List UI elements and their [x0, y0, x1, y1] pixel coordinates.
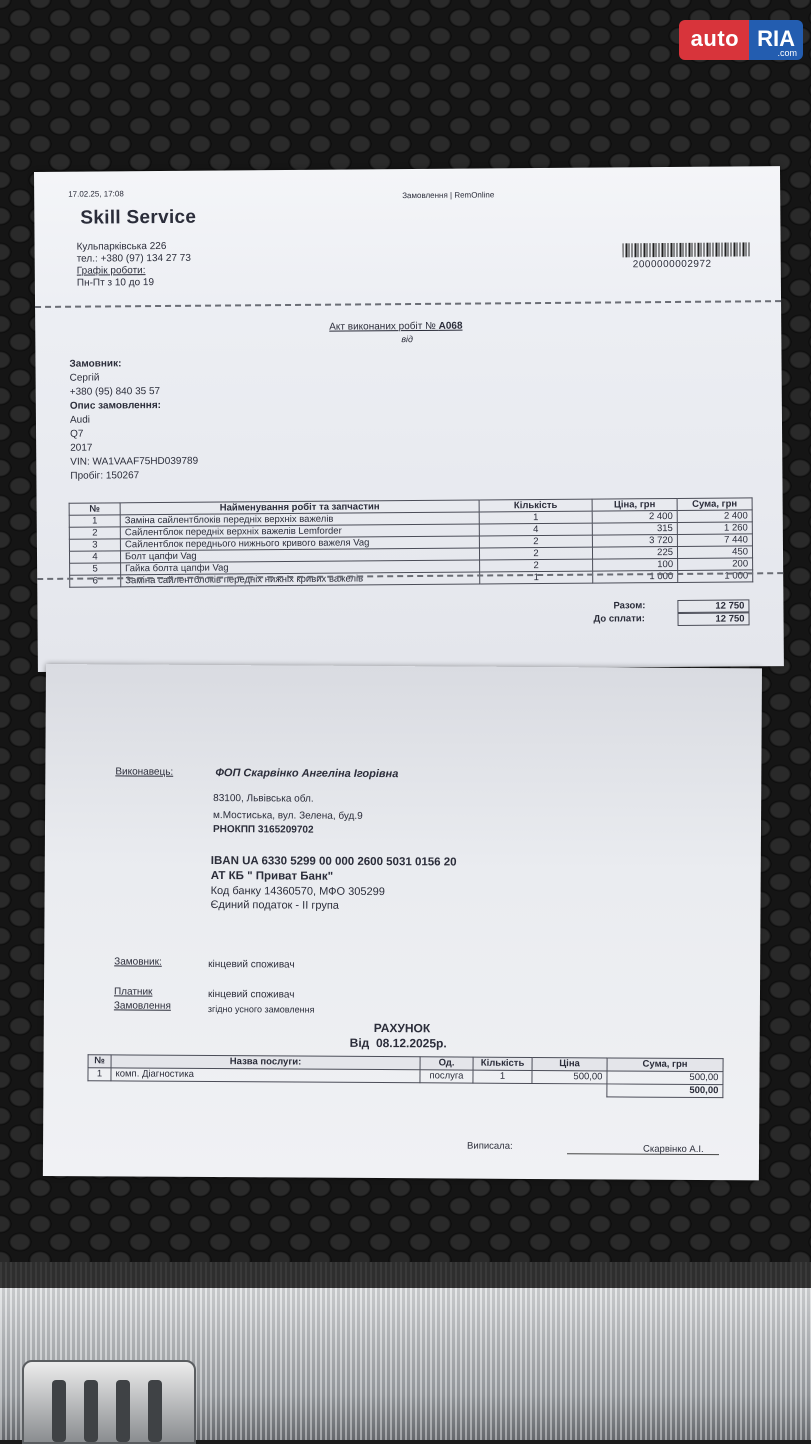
invoice-total: 500,00: [607, 1084, 723, 1098]
car-model: Q7: [70, 428, 84, 440]
metal-bracket: [22, 1360, 196, 1444]
col-price: Ціна, грн: [592, 498, 677, 511]
executor-bank-code: Код банку 14360570, МФО 305299: [210, 885, 385, 899]
car-make: Audi: [69, 414, 91, 426]
total-value: 12 750: [677, 599, 749, 613]
executor-bank: АТ КБ " Приват Банк": [210, 870, 334, 883]
company-contacts: [77, 241, 192, 290]
invoice-title: РАХУНОК: [373, 1021, 431, 1036]
executor-rnokpp: РНОКПП 3165209702: [212, 824, 314, 836]
customer-block: [69, 357, 198, 484]
watermark-auto: auto: [679, 20, 749, 60]
company-phone: тел.: +380 (97) 134 27 73: [76, 252, 191, 265]
car-vin: VIN: WA1VAAF75HD039789: [70, 455, 199, 468]
table-row: 2 Сайлентблок передніх верхніх важелів Lemforder 4 315 1 260: [69, 522, 752, 539]
table-row: 1 Заміна сайлентблоків передніх верхніх важелів 1 2 400 2 400: [69, 510, 752, 527]
customer-phone: +380 (95) 840 35 57: [69, 386, 161, 398]
col-qty: Кількість: [479, 499, 592, 512]
due-label: До сплати:: [593, 613, 645, 625]
barcode-number: 2000000002972: [632, 258, 712, 271]
order-description-label: Опис замовлення:: [69, 400, 162, 412]
executor-label: Виконавець:: [115, 766, 174, 778]
work-act-sheet: [34, 166, 784, 672]
table-row: 5 Гайка болта цапфи Vag 2 100 200: [70, 558, 753, 575]
car-mileage: Пробіг: 150267: [70, 470, 140, 482]
due-value: 12 750: [677, 612, 749, 626]
executor-name: ФОП Скарвінко Ангеліна Ігорівна: [215, 767, 399, 781]
print-datetime: 17.02.25, 17:08: [68, 189, 124, 199]
tear-line: [35, 300, 781, 308]
invoice-date: Від 08.12.2025р.: [349, 1035, 447, 1051]
col-number: №: [69, 503, 120, 515]
customer-label: Замовник:: [69, 358, 122, 370]
company-address: Кульпарківська 226: [76, 240, 167, 253]
schedule-label: Графік роботи:: [76, 265, 146, 277]
autoria-watermark: [679, 18, 803, 62]
act-date-label: від: [401, 334, 414, 345]
invoice-customer: кінцевий споживач: [208, 958, 295, 971]
executor-address-1: 83100, Львівська обл.: [213, 793, 314, 805]
order: згідно усного замовлення: [207, 1003, 315, 1015]
total-label: Разом:: [613, 600, 646, 612]
order-label: Замовлення: [113, 1000, 171, 1012]
invoice-sheet: [43, 664, 762, 1180]
act-title: Акт виконаних робіт № A068: [329, 320, 463, 333]
print-source: Замовлення | RemOnline: [402, 190, 495, 201]
table-row: 1 комп. Діагностика послуга 1 500,00 500,00: [88, 1068, 723, 1085]
table-row: 4 Болт цапфи Vag 2 225 450: [69, 546, 752, 563]
executor-tax: Єдиний податок - II група: [210, 899, 339, 912]
payer: кінцевий споживач: [207, 988, 295, 1001]
invoice-table-header: № Назва послуги: Од. Кількість Ціна Сума, грн: [88, 1055, 723, 1072]
col-sum: Сума, грн: [677, 498, 752, 511]
executor-address-2: м.Мостиська, вул. Зелена, буд.9: [213, 810, 363, 822]
payer-label: Платник: [113, 986, 153, 998]
issued-by: Скарвінко А.І.: [643, 1143, 704, 1156]
schedule: Пн-Пт з 10 до 19: [76, 277, 155, 289]
executor-iban: IBAN UA 6330 5299 00 000 2600 5031 0156 20: [210, 855, 457, 869]
barcode-icon: [623, 242, 751, 257]
issued-label: Виписала:: [467, 1140, 513, 1152]
car-year: 2017: [70, 442, 93, 454]
company-name: Skill Service: [80, 206, 197, 229]
table-row: 6 Заміна сайлентблоків передніх нижніх кривих важелів 1 1 000 1 000: [70, 570, 753, 587]
watermark-ria: RIA .com: [749, 20, 803, 60]
customer-name: Сергій: [69, 372, 100, 384]
invoice-total-row: [88, 1081, 723, 1098]
invoice-customer-label: Замовник:: [114, 956, 162, 968]
table-row: 3 Сайлентблок переднього нижнього кривого важеля Vag 2 3 720 7 440: [69, 534, 752, 551]
col-name: Найменування робіт та запчастин: [120, 500, 479, 515]
invoice-table: [87, 1054, 723, 1098]
